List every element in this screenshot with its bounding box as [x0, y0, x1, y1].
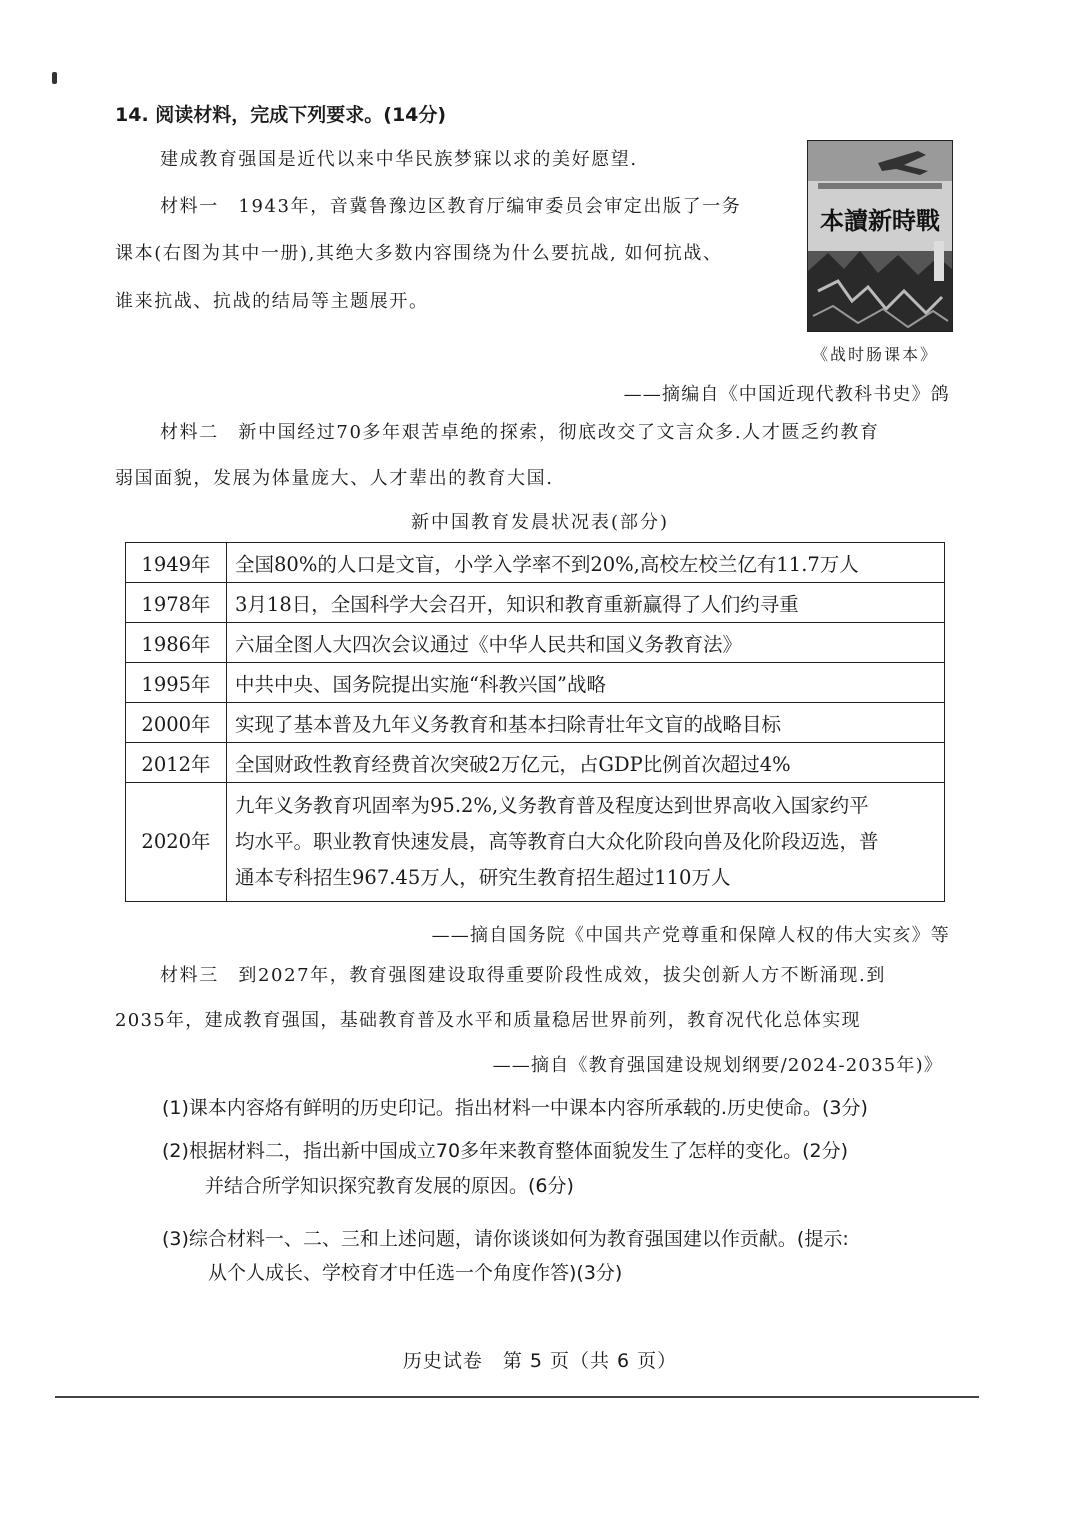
material1-line1: 材料一 1943年，音冀鲁豫边区教育厅编审委员会审定出版了一务	[160, 196, 742, 217]
image-caption: 《战时肠课本》	[812, 345, 939, 364]
material3-line1: 材料三 到2027年，教育强图建设取得重要阶段性成效，拔尖创新人方不断涌现.到	[160, 965, 886, 986]
event-line: 通本专科招生967.45万人，研究生教育招生超过110万人	[235, 866, 731, 889]
year-cell: 1949年	[126, 543, 227, 583]
table-row	[126, 583, 945, 623]
table-row	[126, 663, 945, 703]
year-cell: 2000年	[126, 703, 227, 743]
question-title: 14. 阅读材料，完成下列要求。(14分)	[115, 104, 447, 126]
year-cell: 1978年	[126, 583, 227, 623]
scan-mark	[52, 72, 57, 84]
bottom-rule	[55, 1396, 979, 1398]
year-cell: 2012年	[126, 743, 227, 783]
table-row	[126, 623, 945, 663]
question-2-line2: 并结合所学知识探究教育发展的原因。(6分)	[205, 1175, 574, 1197]
event-cell: 全国80%的人口是文盲，小学入学率不到20%,高校左校兰亿有11.7万人	[227, 543, 945, 583]
table-row	[126, 543, 945, 583]
cover-title: 本讀新時戰	[820, 207, 940, 235]
table-title: 新中国教育发晨状况表(部分)	[410, 512, 670, 533]
material1-source: ——摘编自《中国近现代教科书史》鸽	[623, 384, 950, 405]
material2-line1: 材料二 新中国经过70多年艰苦卓绝的探索，彻底改交了文言众多.人才匮乏约教育	[160, 422, 880, 443]
event-cell	[227, 783, 945, 902]
table-row	[126, 783, 945, 902]
year-cell: 1986年	[126, 623, 227, 663]
question-3-line2: 从个人成长、学校育才中任选一个角度作答)(3分)	[208, 1262, 623, 1284]
event-line: 九年义务教育巩固率为95.2%,义务教育普及程度达到世界高收入国家约平	[235, 794, 869, 817]
question-3-line1: (3)综合材料一、二、三和上述问题，请你谈谈如何为教育强国建以作贡献。(提示:	[162, 1228, 849, 1250]
education-table	[125, 542, 945, 902]
intro-text: 建成教育强国是近代以来中华民族梦寐以求的美好愿望.	[160, 149, 638, 170]
event-cell: 中共中央、国务院提出实施“科教兴国”战略	[227, 663, 945, 703]
question-1: (1)课本内容烙有鲜明的历史印记。指出材料一中课本内容所承载的.历史使命。(3分)	[162, 1097, 868, 1119]
material2-line2: 弱国面貌，发展为体量庞大、人才辈出的教育大国.	[115, 468, 554, 489]
year-cell: 2020年	[126, 783, 227, 902]
event-cell: 实现了基本普及九年义务教育和基本扫除青壮年文盲的战略目标	[227, 703, 945, 743]
material2-source: ——摘自国务院《中国共产党尊重和保障人权的伟大实亥》等	[431, 925, 950, 946]
textbook-cover-image	[807, 140, 953, 332]
table-row	[126, 743, 945, 783]
question-2-line1: (2)根据材料二，指出新中国成立70多年来教育整体面貌发生了怎样的变化。(2分)	[162, 1140, 849, 1162]
page-footer: 历史试卷 第 5 页（共 6 页）	[402, 1350, 678, 1372]
material1-line3: 谁来抗战、抗战的结局等主题展开。	[115, 291, 429, 312]
material3-source: ——摘自《教育强国建设规划纲要/2024-2035年)》	[492, 1055, 943, 1076]
table-row	[126, 703, 945, 743]
event-line: 均水平。职业教育快速发晨，高等教育白大众化阶段向兽及化阶段迈选，普	[235, 830, 879, 853]
event-cell: 六届全图人大四次会议通过《中华人民共和国义务教育法》	[227, 623, 945, 663]
material1-line2: 课本(右图为其中一册),其绝大多数内容围绕为什么要抗战, 如何抗战、	[115, 243, 723, 264]
event-cell: 3月18日，全国科学大会召开，知识和教育重新赢得了人们约寻重	[227, 583, 945, 623]
event-cell: 全国财政性教育经费首次突破2万亿元，占GDP比例首次超过4%	[227, 743, 945, 783]
material3-line2: 2035年，建成教育强国，基础教育普及水平和质量稳居世界前列，教育况代化总体实现	[115, 1010, 861, 1031]
year-cell: 1995年	[126, 663, 227, 703]
